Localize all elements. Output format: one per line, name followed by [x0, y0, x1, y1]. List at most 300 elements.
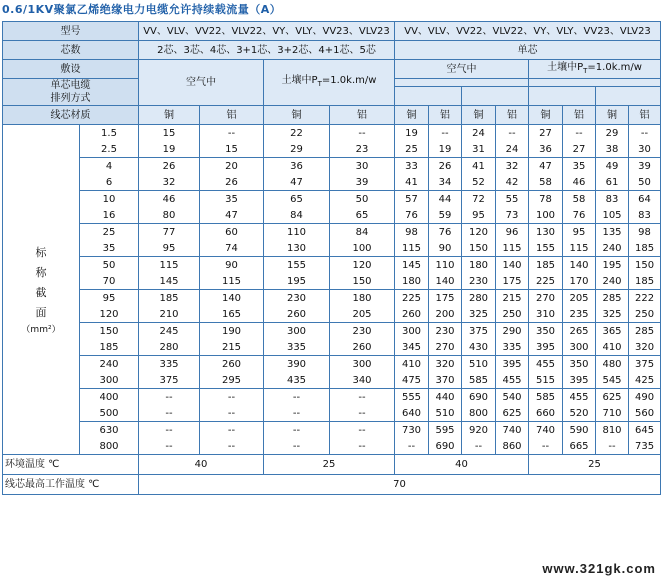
section-unit: （mm²） — [21, 324, 61, 335]
ampacity-cell: 590 — [563, 422, 596, 439]
ampacity-cell: 83 — [629, 207, 661, 224]
ampacity-cell: 490 — [629, 389, 661, 406]
ampacity-cell: -- — [496, 125, 529, 142]
ampacity-cell: -- — [563, 125, 596, 142]
aluminum-label: 铝 — [629, 106, 661, 125]
ampacity-cell: 390 — [264, 356, 330, 373]
ampacity-cell: 76 — [395, 207, 429, 224]
ampacity-cell: 90 — [429, 240, 462, 257]
ampacity-cell: 98 — [395, 224, 429, 241]
ampacity-cell: -- — [395, 438, 429, 455]
section-size: 95 — [80, 290, 139, 307]
table-row — [3, 141, 661, 158]
ampacity-cell: 310 — [529, 306, 563, 323]
ampacity-cell: 76 — [563, 207, 596, 224]
ampacity-cell: 350 — [563, 356, 596, 373]
ampacity-cell: 265 — [563, 323, 596, 340]
ampacity-cell: 150 — [462, 240, 496, 257]
ampacity-cell: 660 — [529, 405, 563, 422]
ampacity-cell: 30 — [629, 141, 661, 158]
section-size: 70 — [80, 273, 139, 290]
max-temp-row — [3, 475, 661, 495]
ampacity-cell: 455 — [563, 389, 596, 406]
ampacity-cell: 41 — [395, 174, 429, 191]
cores-row — [3, 41, 661, 60]
ampacity-cell: 180 — [395, 273, 429, 290]
ampacity-cell: 55 — [496, 191, 529, 208]
ampacity-cell: 25 — [395, 141, 429, 158]
table-row — [3, 372, 661, 389]
ampacity-cell: 190 — [200, 323, 264, 340]
ampacity-cell: 520 — [563, 405, 596, 422]
ampacity-cell: 395 — [496, 356, 529, 373]
ampacity-cell: 165 — [200, 306, 264, 323]
ampacity-cell: 730 — [395, 422, 429, 439]
ampacity-cell: 31 — [462, 141, 496, 158]
ampacity-cell: 110 — [429, 257, 462, 274]
section-size: 300 — [80, 372, 139, 389]
arrangement-soil-bar — [529, 79, 661, 87]
section-size: 1.5 — [80, 125, 139, 142]
cores-multi: 2芯、3芯、4芯、3+1芯、3+2芯、4+1芯、5芯 — [139, 41, 395, 60]
table-row — [3, 273, 661, 290]
ampacity-cell: 230 — [429, 323, 462, 340]
arrangement-cell-4 — [596, 87, 661, 106]
max-temp-value: 70 — [139, 475, 661, 495]
laying-air-multi: 空气中 — [139, 60, 264, 106]
laying-soil-multi: 土壤中$P_T=1.0k.m/w$ — [264, 60, 395, 106]
ambient-row — [3, 455, 661, 475]
ampacity-cell: 375 — [139, 372, 200, 389]
arrangement-cell-3 — [529, 87, 596, 106]
ampacity-cell: 19 — [139, 141, 200, 158]
ampacity-cell: 35 — [200, 191, 264, 208]
ampacity-cell: 300 — [563, 339, 596, 356]
ampacity-cell: 95 — [563, 224, 596, 241]
ampacity-cell: -- — [264, 422, 330, 439]
ampacity-cell: 120 — [330, 257, 395, 274]
table-row — [3, 224, 661, 241]
section-size: 35 — [80, 240, 139, 257]
ampacity-cell: 76 — [429, 224, 462, 241]
ampacity-cell: 115 — [139, 257, 200, 274]
section-label-char: 截 — [35, 285, 47, 299]
ampacity-cell: 240 — [596, 273, 629, 290]
ampacity-cell: 555 — [395, 389, 429, 406]
ampacity-cell: 185 — [629, 240, 661, 257]
ampacity-cell: 475 — [395, 372, 429, 389]
material-label: 线芯材质 — [3, 106, 139, 125]
ampacity-cell: 300 — [330, 356, 395, 373]
ampacity-cell: 245 — [139, 323, 200, 340]
ampacity-cell: -- — [596, 438, 629, 455]
ampacity-cell: -- — [330, 405, 395, 422]
section-size: 10 — [80, 191, 139, 208]
ampacity-cell: 510 — [462, 356, 496, 373]
ampacity-cell: -- — [429, 125, 462, 142]
ampacity-cell: 395 — [563, 372, 596, 389]
ampacity-cell: 560 — [629, 405, 661, 422]
ampacity-cell: 230 — [462, 273, 496, 290]
ampacity-cell: 180 — [462, 257, 496, 274]
section-size: 500 — [80, 405, 139, 422]
ampacity-cell: -- — [139, 389, 200, 406]
nominal-section-label — [3, 125, 80, 455]
ampacity-cell: 270 — [529, 290, 563, 307]
ampacity-cell: 90 — [200, 257, 264, 274]
aluminum-label: 铝 — [563, 106, 596, 125]
section-size: 16 — [80, 207, 139, 224]
ampacity-cell: 46 — [139, 191, 200, 208]
ampacity-cell: 32 — [496, 158, 529, 175]
ampacity-cell: 235 — [563, 306, 596, 323]
ampacity-cell: 60 — [200, 224, 264, 241]
ampacity-cell: -- — [330, 438, 395, 455]
ampacity-cell: 140 — [496, 257, 529, 274]
ampacity-cell: 280 — [462, 290, 496, 307]
model-row — [3, 22, 661, 41]
ampacity-cell: 335 — [496, 339, 529, 356]
ampacity-cell: 455 — [496, 372, 529, 389]
ampacity-cell: 33 — [395, 158, 429, 175]
ampacity-cell: 370 — [429, 372, 462, 389]
ampacity-cell: 50 — [629, 174, 661, 191]
ampacity-cell: 32 — [139, 174, 200, 191]
ampacity-cell: 39 — [330, 174, 395, 191]
ampacity-cell: 47 — [200, 207, 264, 224]
ampacity-cell: 222 — [629, 290, 661, 307]
ampacity-cell: 15 — [200, 141, 264, 158]
ampacity-cell: 140 — [563, 257, 596, 274]
ampacity-cell: 260 — [330, 339, 395, 356]
ampacity-cell: 130 — [264, 240, 330, 257]
ampacity-cell: 735 — [629, 438, 661, 455]
ampacity-cell: 23 — [330, 141, 395, 158]
section-size: 185 — [80, 339, 139, 356]
ampacity-cell: 96 — [496, 224, 529, 241]
ampacity-cell: 74 — [200, 240, 264, 257]
ambient-label: 环境温度 ℃ — [3, 455, 139, 475]
ampacity-cell: -- — [200, 125, 264, 142]
cores-label: 芯数 — [3, 41, 139, 60]
ampacity-cell: 84 — [330, 224, 395, 241]
ampacity-cell: 49 — [596, 158, 629, 175]
ampacity-table — [2, 21, 661, 495]
ampacity-cell: 225 — [529, 273, 563, 290]
ampacity-cell: 230 — [264, 290, 330, 307]
table-row — [3, 356, 661, 373]
table-row — [3, 174, 661, 191]
ampacity-cell: -- — [139, 438, 200, 455]
arrangement-air-bar — [395, 79, 529, 87]
ambient-soil-multi: 25 — [264, 455, 395, 475]
laying-soil-single: 土壤中$P_T=1.0k.m/w$ — [529, 60, 661, 79]
ampacity-cell: 285 — [596, 290, 629, 307]
ampacity-cell: 205 — [563, 290, 596, 307]
copper-label: 铜 — [462, 106, 496, 125]
ampacity-cell: 47 — [529, 158, 563, 175]
ampacity-cell: 46 — [563, 174, 596, 191]
section-size: 120 — [80, 306, 139, 323]
ampacity-cell: 135 — [596, 224, 629, 241]
ampacity-cell: -- — [629, 125, 661, 142]
table-row — [3, 389, 661, 406]
ampacity-cell: -- — [330, 422, 395, 439]
table-row — [3, 290, 661, 307]
ampacity-cell: 240 — [596, 240, 629, 257]
ampacity-cell: 27 — [563, 141, 596, 158]
ampacity-cell: 44 — [429, 191, 462, 208]
ampacity-cell: 425 — [629, 372, 661, 389]
ampacity-cell: 860 — [496, 438, 529, 455]
ampacity-cell: 95 — [139, 240, 200, 257]
aluminum-label: 铝 — [429, 106, 462, 125]
ampacity-cell: 215 — [496, 290, 529, 307]
section-size: 800 — [80, 438, 139, 455]
section-size: 25 — [80, 224, 139, 241]
ampacity-cell: 115 — [395, 240, 429, 257]
ampacity-cell: 20 — [200, 158, 264, 175]
ampacity-cell: 34 — [429, 174, 462, 191]
ampacity-cell: 29 — [264, 141, 330, 158]
ampacity-cell: 260 — [200, 356, 264, 373]
ampacity-cell: 120 — [462, 224, 496, 241]
ampacity-cell: 100 — [330, 240, 395, 257]
ampacity-cell: 29 — [596, 125, 629, 142]
ampacity-cell: 155 — [264, 257, 330, 274]
ampacity-cell: 64 — [629, 191, 661, 208]
ampacity-cell: 105 — [596, 207, 629, 224]
ampacity-cell: 150 — [330, 273, 395, 290]
ampacity-cell: 22 — [264, 125, 330, 142]
ampacity-cell: 83 — [596, 191, 629, 208]
copper-label: 铜 — [139, 106, 200, 125]
ampacity-cell: 50 — [330, 191, 395, 208]
ampacity-cell: 73 — [496, 207, 529, 224]
ampacity-cell: 375 — [462, 323, 496, 340]
table-row — [3, 422, 661, 439]
ampacity-cell: -- — [330, 389, 395, 406]
ampacity-cell: 19 — [395, 125, 429, 142]
ampacity-cell: 320 — [629, 339, 661, 356]
section-label-char: 称 — [35, 265, 47, 279]
ampacity-cell: 78 — [529, 191, 563, 208]
ampacity-cell: 100 — [529, 207, 563, 224]
table-row — [3, 158, 661, 175]
section-size: 2.5 — [80, 141, 139, 158]
ampacity-cell: 47 — [264, 174, 330, 191]
ampacity-cell: 665 — [563, 438, 596, 455]
section-size: 150 — [80, 323, 139, 340]
section-size: 50 — [80, 257, 139, 274]
ampacity-cell: 19 — [429, 141, 462, 158]
ampacity-cell: 585 — [462, 372, 496, 389]
copper-label: 铜 — [264, 106, 330, 125]
model-single-core: VV、VLV、VV22、VLV22、VY、VLY、VV23、VLV23 — [395, 22, 661, 41]
ampacity-cell: 430 — [462, 339, 496, 356]
table-row — [3, 207, 661, 224]
ampacity-cell: 180 — [330, 290, 395, 307]
ampacity-cell: 625 — [496, 405, 529, 422]
ampacity-cell: -- — [462, 438, 496, 455]
ampacity-cell: 335 — [264, 339, 330, 356]
ampacity-cell: 480 — [596, 356, 629, 373]
ampacity-cell: 95 — [462, 207, 496, 224]
ampacity-cell: 30 — [330, 158, 395, 175]
ampacity-cell: 26 — [200, 174, 264, 191]
ampacity-cell: 26 — [429, 158, 462, 175]
laying-row — [3, 60, 661, 79]
ampacity-cell: 38 — [596, 141, 629, 158]
ampacity-cell: -- — [200, 438, 264, 455]
ampacity-cell: 395 — [529, 339, 563, 356]
ampacity-cell: 230 — [330, 323, 395, 340]
aluminum-label: 铝 — [200, 106, 264, 125]
ampacity-cell: 225 — [395, 290, 429, 307]
table-row — [3, 240, 661, 257]
ambient-air-single: 40 — [395, 455, 529, 475]
model-label: 型号 — [3, 22, 139, 41]
ampacity-cell: 740 — [496, 422, 529, 439]
ampacity-cell: 640 — [395, 405, 429, 422]
ampacity-cell: 690 — [429, 438, 462, 455]
table-title: 0.6/1KV聚氯乙烯绝缘电力电缆允许持续载流量（A） — [2, 3, 282, 16]
ampacity-cell: -- — [529, 438, 563, 455]
ampacity-cell: -- — [264, 389, 330, 406]
model-multi-core: VV、VLV、VV22、VLV22、VY、VLY、VV23、VLV23 — [139, 22, 395, 41]
ampacity-cell: 250 — [496, 306, 529, 323]
ampacity-cell: 205 — [330, 306, 395, 323]
ampacity-cell: 510 — [429, 405, 462, 422]
ampacity-cell: 145 — [395, 257, 429, 274]
section-size: 4 — [80, 158, 139, 175]
ampacity-cell: 110 — [264, 224, 330, 241]
ampacity-cell: 300 — [395, 323, 429, 340]
ampacity-cell: 80 — [139, 207, 200, 224]
ampacity-cell: 155 — [529, 240, 563, 257]
ampacity-cell: 185 — [529, 257, 563, 274]
ampacity-cell: 130 — [529, 224, 563, 241]
ampacity-cell: 210 — [139, 306, 200, 323]
ampacity-cell: 260 — [264, 306, 330, 323]
copper-label: 铜 — [529, 106, 563, 125]
section-size: 240 — [80, 356, 139, 373]
ampacity-cell: 65 — [264, 191, 330, 208]
watermark: www.321gk.com — [542, 561, 656, 576]
section-label-char: 面 — [35, 305, 47, 319]
ampacity-cell: 39 — [629, 158, 661, 175]
table-row — [3, 405, 661, 422]
ampacity-cell: 58 — [563, 191, 596, 208]
ampacity-cell: 185 — [629, 273, 661, 290]
ampacity-cell: 290 — [496, 323, 529, 340]
ampacity-cell: 150 — [629, 257, 661, 274]
ampacity-cell: 195 — [596, 257, 629, 274]
ampacity-cell: -- — [139, 422, 200, 439]
ampacity-cell: 920 — [462, 422, 496, 439]
arrangement-label: 单芯电缆 排列方式 — [3, 79, 139, 106]
laying-air-single: 空气中 — [395, 60, 529, 79]
copper-label: 铜 — [395, 106, 429, 125]
ampacity-cell: 585 — [529, 389, 563, 406]
ampacity-cell: -- — [264, 438, 330, 455]
table-row — [3, 323, 661, 340]
ampacity-cell: 42 — [496, 174, 529, 191]
ampacity-cell: 690 — [462, 389, 496, 406]
ampacity-cell: -- — [200, 389, 264, 406]
ampacity-cell: 335 — [139, 356, 200, 373]
ampacity-cell: 35 — [563, 158, 596, 175]
ampacity-cell: 115 — [200, 273, 264, 290]
table-row — [3, 438, 661, 455]
ampacity-cell: 58 — [529, 174, 563, 191]
ampacity-cell: 36 — [529, 141, 563, 158]
ampacity-cell: 320 — [429, 356, 462, 373]
table-row — [3, 191, 661, 208]
ampacity-cell: 175 — [429, 290, 462, 307]
ampacity-cell: 15 — [139, 125, 200, 142]
ampacity-cell: 515 — [529, 372, 563, 389]
arrangement-cell-1 — [395, 87, 462, 106]
ampacity-cell: 540 — [496, 389, 529, 406]
ambient-soil-single: 25 — [529, 455, 661, 475]
ampacity-cell: -- — [200, 405, 264, 422]
arrangement-cell-2 — [462, 87, 529, 106]
ampacity-cell: 280 — [139, 339, 200, 356]
aluminum-label: 铝 — [496, 106, 529, 125]
ampacity-cell: 345 — [395, 339, 429, 356]
ampacity-cell: 250 — [629, 306, 661, 323]
ampacity-cell: 36 — [264, 158, 330, 175]
ampacity-cell: 145 — [139, 273, 200, 290]
table-row — [3, 306, 661, 323]
ampacity-cell: 98 — [629, 224, 661, 241]
ampacity-cell: 41 — [462, 158, 496, 175]
ampacity-cell: -- — [200, 422, 264, 439]
ampacity-cell: -- — [264, 405, 330, 422]
ampacity-cell: 350 — [529, 323, 563, 340]
ampacity-cell: 260 — [395, 306, 429, 323]
table-row — [3, 339, 661, 356]
ampacity-cell: 26 — [139, 158, 200, 175]
ampacity-cell: 545 — [596, 372, 629, 389]
section-size: 630 — [80, 422, 139, 439]
ampacity-cell: 59 — [429, 207, 462, 224]
ampacity-cell: 72 — [462, 191, 496, 208]
ampacity-cell: 595 — [429, 422, 462, 439]
ampacity-cell: 285 — [629, 323, 661, 340]
ampacity-cell: 185 — [139, 290, 200, 307]
ampacity-cell: -- — [139, 405, 200, 422]
table-row — [3, 125, 661, 142]
ampacity-cell: 375 — [629, 356, 661, 373]
ampacity-cell: 175 — [496, 273, 529, 290]
ampacity-cell: 300 — [264, 323, 330, 340]
section-size: 400 — [80, 389, 139, 406]
ampacity-cell: 455 — [529, 356, 563, 373]
copper-label: 铜 — [596, 106, 629, 125]
ampacity-cell: 270 — [429, 339, 462, 356]
ampacity-cell: 365 — [596, 323, 629, 340]
ampacity-cell: 645 — [629, 422, 661, 439]
ampacity-cell: 140 — [200, 290, 264, 307]
laying-label: 敷设 — [3, 60, 139, 79]
ampacity-cell: 810 — [596, 422, 629, 439]
section-label-char: 标 — [35, 245, 47, 259]
material-row — [3, 106, 661, 125]
ampacity-cell: 625 — [596, 389, 629, 406]
ampacity-cell: 340 — [330, 372, 395, 389]
